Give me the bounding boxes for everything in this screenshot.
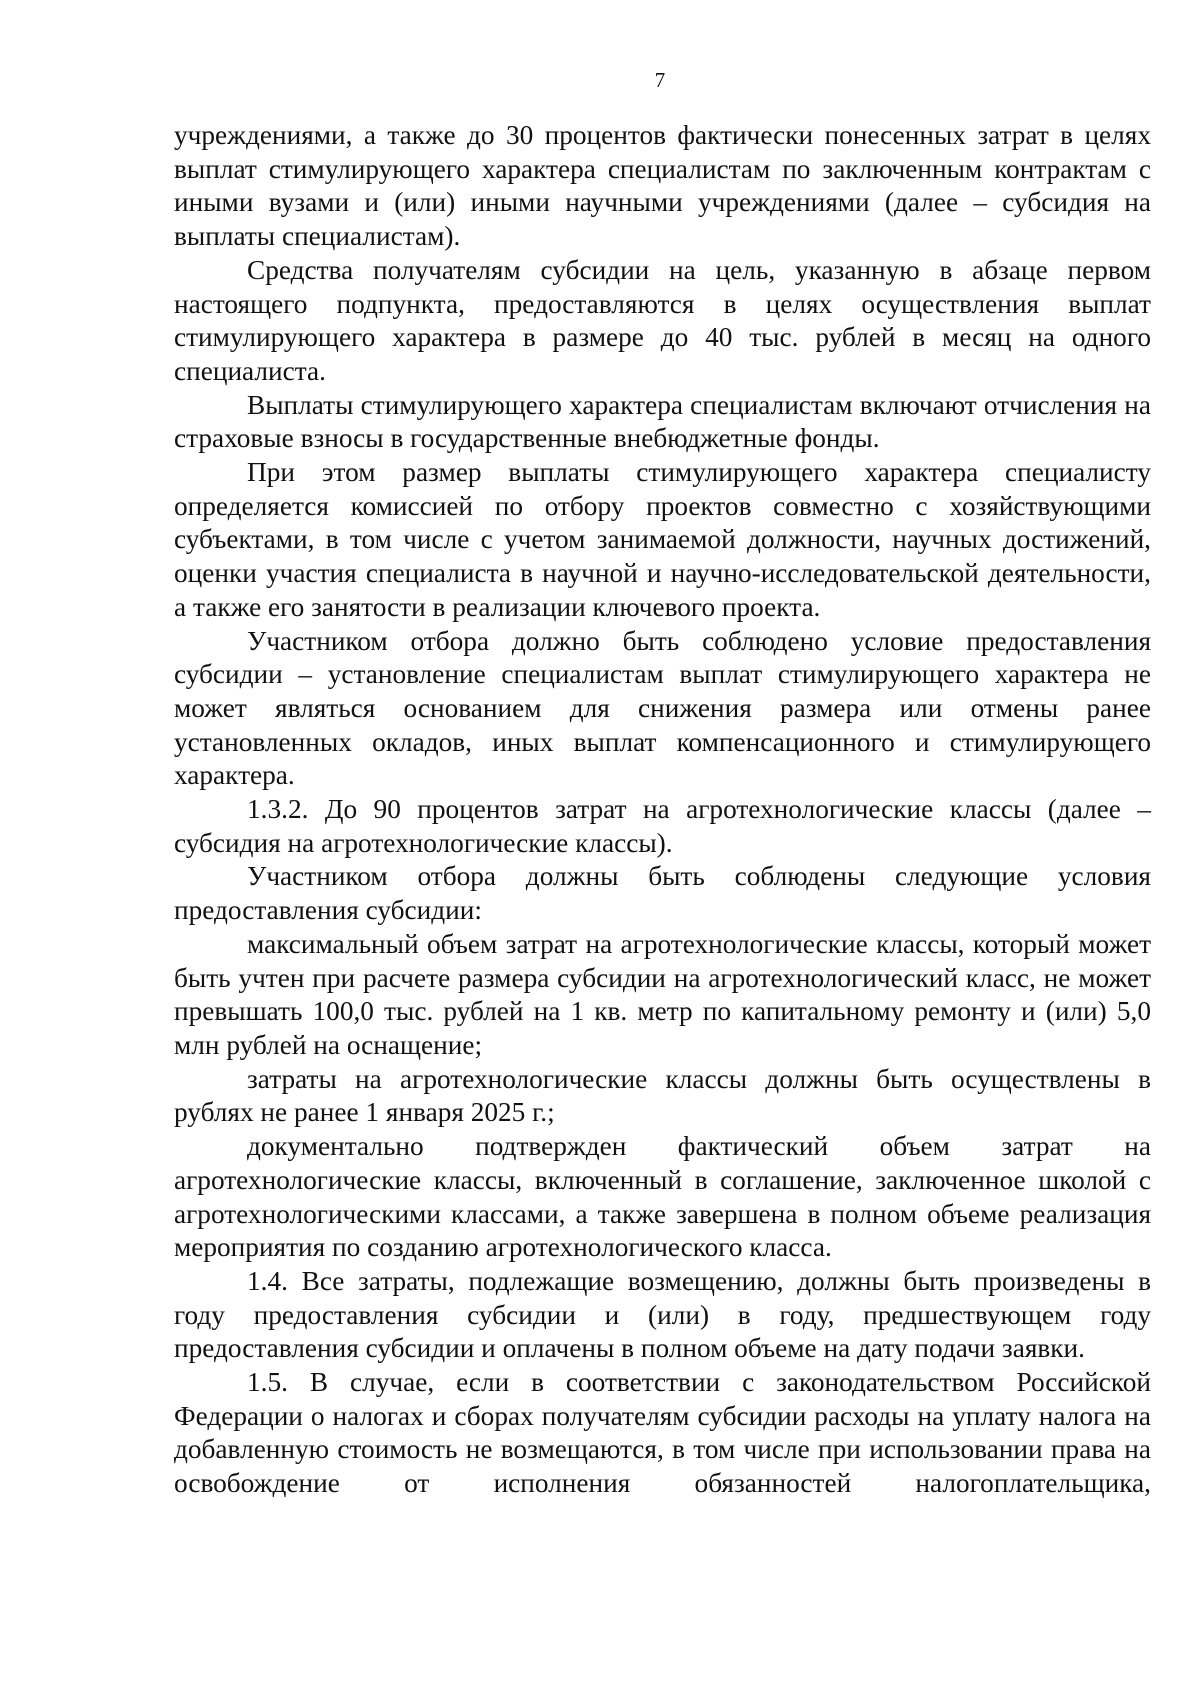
document-body — [174, 119, 1151, 1501]
page-number: 7 — [654, 68, 666, 92]
paragraph-payment-size: При этом размер выплаты стимулирующего характера специалисту определяется комиссией по отбору проектов совместно с хозяйствующими субъектами, в том числе с учетом занимаемой должности, научных достижений, оценки участия специалиста в научной и научно-исследовательской деятельности, а также его занятости в реализации ключевого проекта. — [174, 457, 1151, 622]
paragraph-clause-1-3-2: 1.3.2. До 90 процентов затрат на агротехнологические классы (далее – субсидия на агротехнологические классы). — [174, 794, 1151, 858]
paragraph-conditions-intro: Участником отбора должны быть соблюдены следующие условия предоставления субсидии: — [174, 861, 1151, 926]
paragraph-documented-costs: документально подтвержден фактический объем затрат на агротехнологические классы, включенный в соглашение, заключенное школой с агротехнологическими классами, а также завершена в полном объеме реализация мероприятия по созданию агротехнологического класса. — [174, 1131, 1151, 1263]
paragraph-selection-condition: Участником отбора должно быть соблюдено условие предоставления субсидии – установление специалистам выплат стимулирующего характера не может являться основанием для снижения размера или отмены ранее установленных окладов, иных выплат компенсационного и стимулирующего характера. — [174, 625, 1151, 791]
paragraph-max-costs: максимальный объем затрат на агротехнологические классы, который может быть учтен при расчете размера субсидии на агротехнологический класс, не может превышать 100,0 тыс. рублей на 1 кв. метр по капитальному ремонту и (или) 5,0 млн рублей на оснащение; — [174, 928, 1151, 1060]
paragraph-payments-include: Выплаты стимулирующего характера специалистам включают отчисления на страховые взносы в государственные внебюджетные фонды. — [174, 389, 1151, 454]
paragraph-clause-1-5: 1.5. В случае, если в соответствии с законодательством Российской Федерации о налогах и сборах получателям субсидии расходы на уплату налога на добавленную стоимость не возмещаются, в том числе при использовании права на освобождение от исполнения обязанностей налогоплательщика, — [174, 1367, 1151, 1499]
paragraph-costs-date: затраты на агротехнологические классы должны быть осуществлены в рублях не ранее 1 января 2025 г.; — [174, 1063, 1151, 1128]
paragraph-subsidy-purpose: Средства получателям субсидии на цель, указанную в абзаце первом настоящего подпункта, предоставляются в целях осуществления выплат стимулирующего характера в размере до 40 тыс. рублей в месяц на одного специалиста. — [174, 254, 1151, 386]
paragraph-continuation: учреждениями, а также до 30 процентов фактически понесенных затрат в целях выплат стимулирующего характера специалистам по заключенным контрактам с иными вузами и (или) иными научными учреждениями (далее – субсидия на выплаты специалистам). — [174, 120, 1151, 252]
paragraph-clause-1-4: 1.4. Все затраты, подлежащие возмещению, должны быть произведены в году предоставления субсидии и (или) в году, предшествующем году предоставления субсидии и оплачены в полном объеме на дату подачи заявки. — [174, 1265, 1151, 1364]
